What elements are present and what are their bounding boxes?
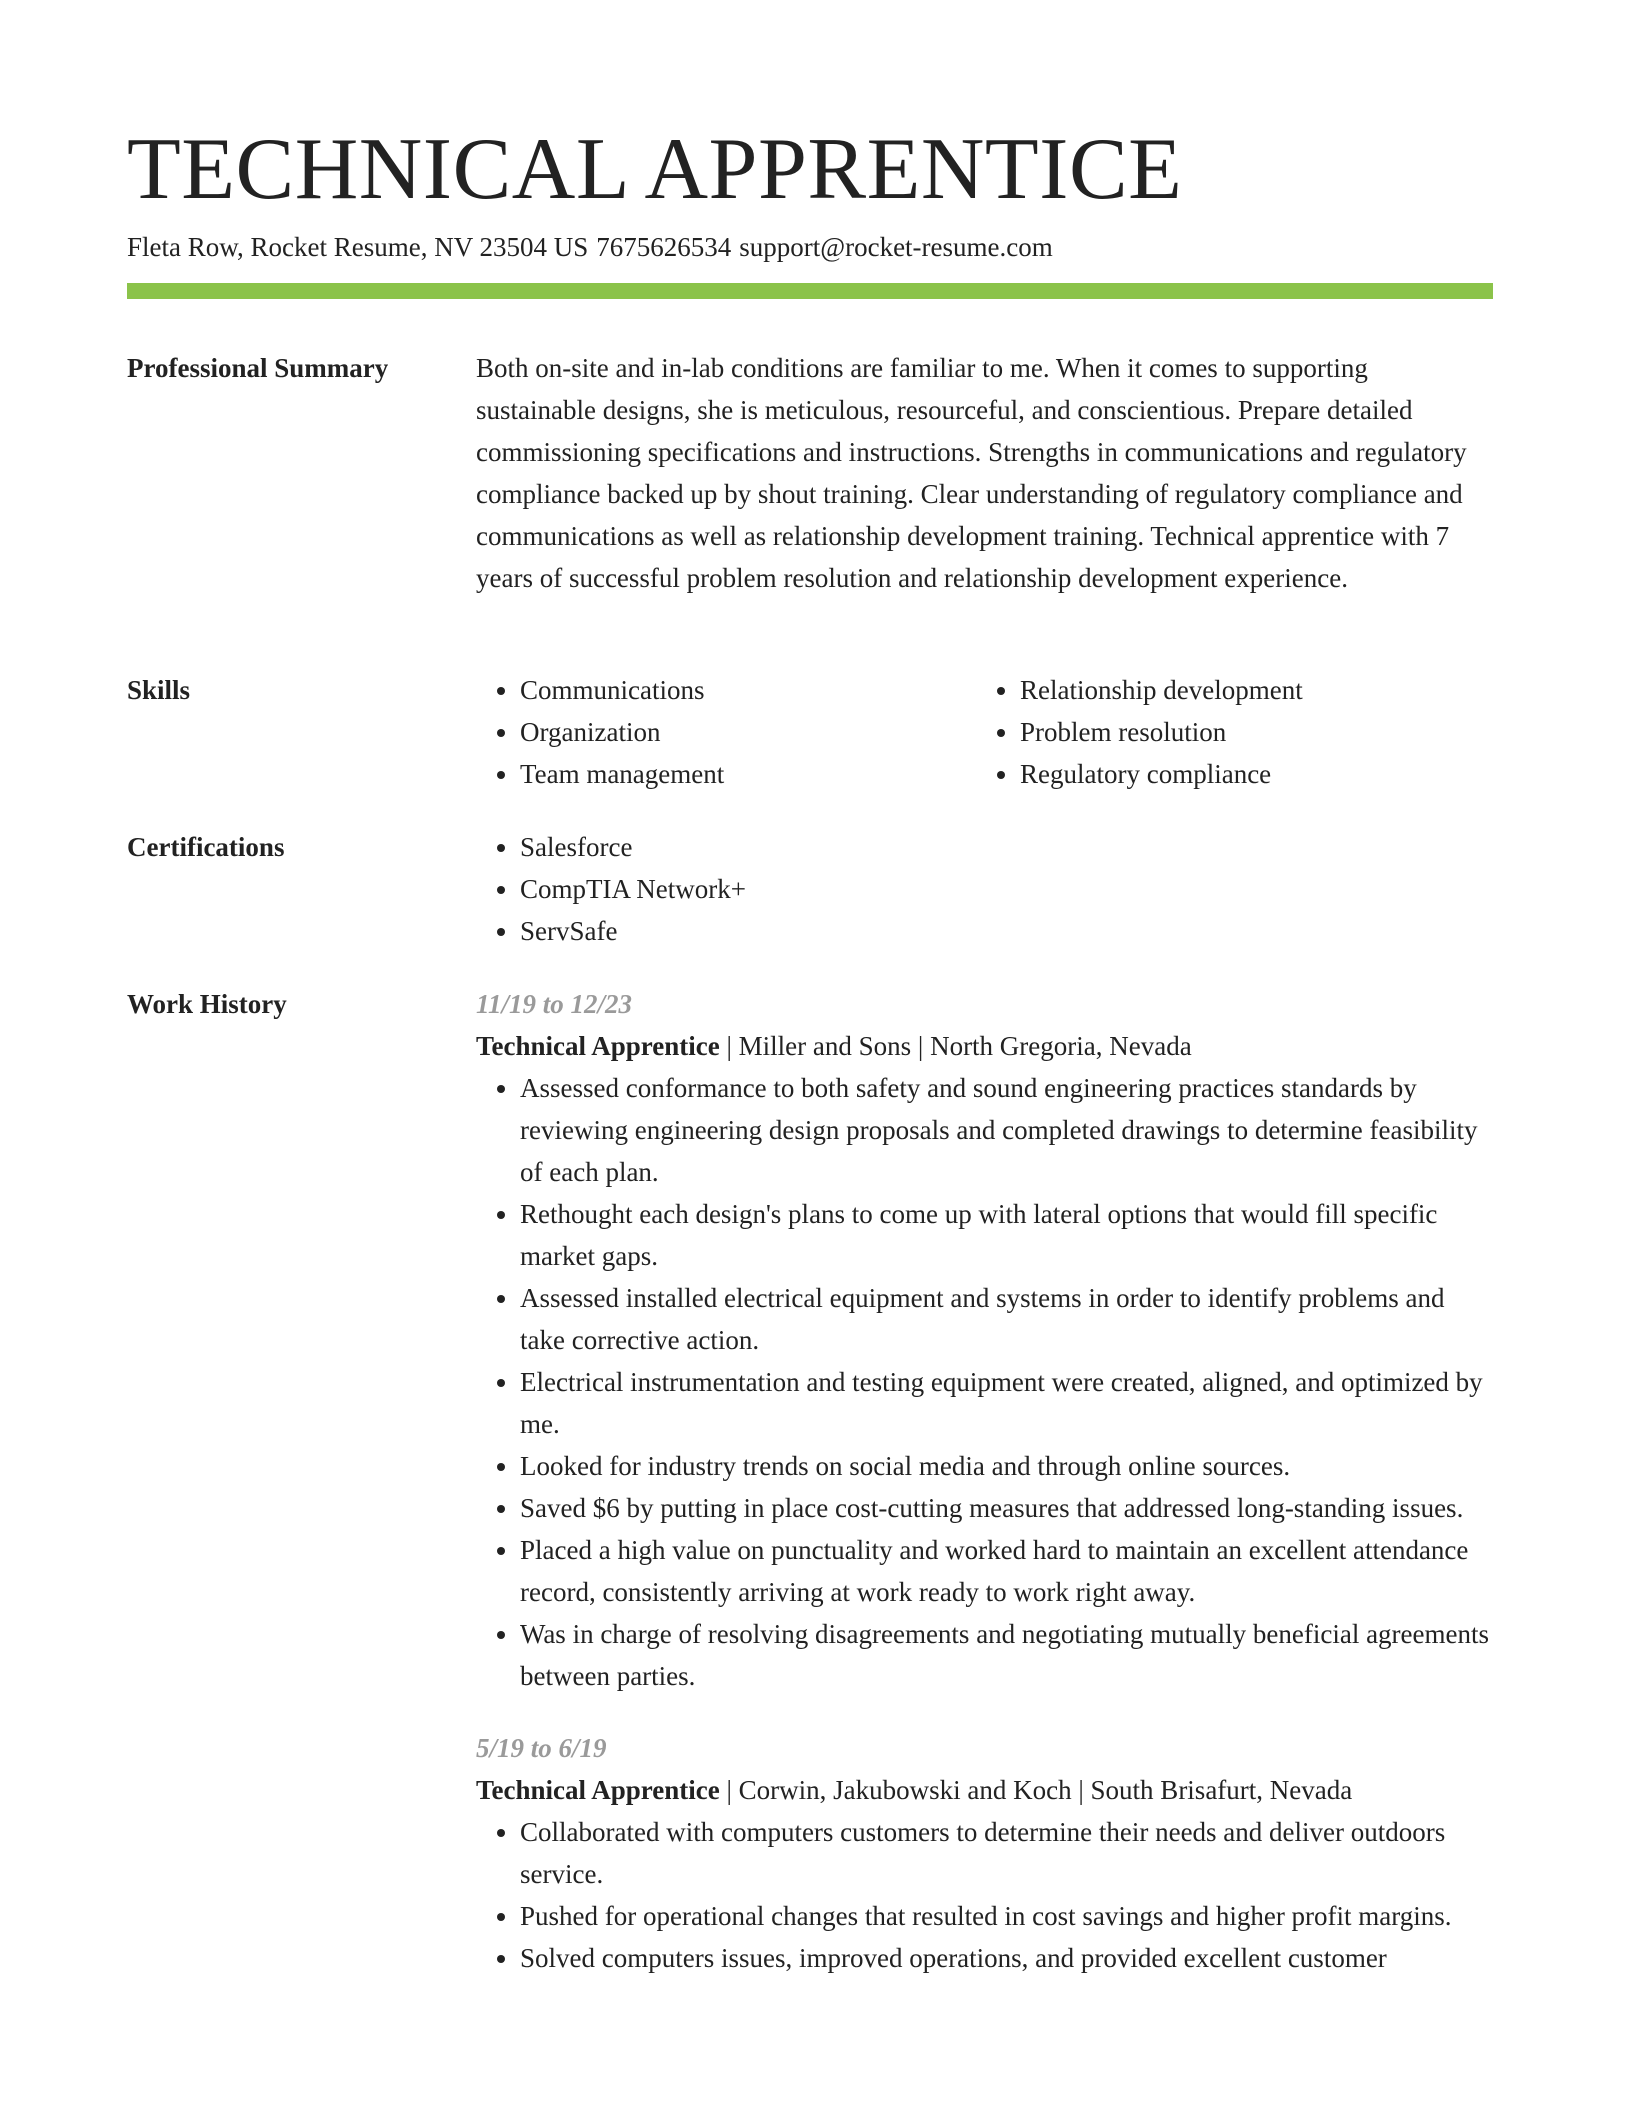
skills-column-left bbox=[476, 669, 976, 795]
summary-label: Professional Summary bbox=[127, 353, 389, 383]
job-dates: 11/19 to 12/23 bbox=[476, 989, 633, 1019]
certifications-body bbox=[476, 826, 1493, 952]
job-bullet: • Collaborated with computers customers to determine their needs and deliver outdoors service. bbox=[520, 1811, 1493, 1895]
certification-item: • Salesforce bbox=[520, 826, 1493, 868]
job-dates: 5/19 to 6/19 bbox=[476, 1733, 607, 1763]
skills-body bbox=[476, 669, 1493, 795]
job-title: Technical Apprentice bbox=[476, 1031, 720, 1061]
skill-item: • Problem resolution bbox=[1020, 711, 1476, 753]
skills-column-right bbox=[976, 669, 1476, 795]
work-history-body bbox=[476, 983, 1493, 1979]
header-divider bbox=[127, 283, 1493, 299]
job-entry bbox=[476, 1727, 1493, 1979]
contact-line bbox=[127, 229, 1061, 265]
work-history-label: Work History bbox=[127, 989, 287, 1019]
skill-item: • Regulatory compliance bbox=[1020, 753, 1476, 795]
skill-item: • Team management bbox=[520, 753, 976, 795]
job-bullet: • Assessed conformance to both safety and sound engineering practices standards by reviewing engineering design proposals and completed drawings to determine feasibility of each plan. bbox=[520, 1067, 1493, 1193]
job-details: | Corwin, Jakubowski and Koch | South Brisafurt, Nevada bbox=[719, 1775, 1353, 1805]
contact-phone: 7675626534 bbox=[596, 232, 732, 262]
job-bullet: • Looked for industry trends on social media and through online sources. bbox=[520, 1445, 1493, 1487]
skill-item: • Communications bbox=[520, 669, 976, 711]
contact-email: support@rocket-resume.com bbox=[739, 232, 1053, 262]
job-bullet: • Solved computers issues, improved operations, and provided excellent customer bbox=[520, 1937, 1493, 1979]
resume-name: TECHNICAL APPRENTICE bbox=[127, 121, 1183, 218]
job-bullet: • Was in charge of resolving disagreements and negotiating mutually beneficial agreements between parties. bbox=[520, 1613, 1493, 1697]
skills-label: Skills bbox=[127, 675, 191, 705]
skill-item: • Relationship development bbox=[1020, 669, 1476, 711]
certification-item: • ServSafe bbox=[520, 910, 1493, 952]
job-bullets bbox=[476, 1067, 1493, 1697]
job-details: | Miller and Sons | North Gregoria, Nevada bbox=[719, 1031, 1192, 1061]
job-bullet: • Assessed installed electrical equipment and systems in order to identify problems and take corrective action. bbox=[520, 1277, 1493, 1361]
skill-item: • Organization bbox=[520, 711, 976, 753]
job-bullet: • Placed a high value on punctuality and worked hard to maintain an excellent attendance record, consistently arriving at work ready to work right away. bbox=[520, 1529, 1493, 1613]
job-title: Technical Apprentice bbox=[476, 1775, 720, 1805]
job-heading bbox=[476, 1769, 1493, 1811]
job-bullet: • Pushed for operational changes that resulted in cost savings and higher profit margins. bbox=[520, 1895, 1493, 1937]
summary-body bbox=[476, 347, 1493, 599]
certification-item: • CompTIA Network+ bbox=[520, 868, 1493, 910]
job-heading bbox=[476, 1025, 1493, 1067]
job-entry bbox=[476, 983, 1493, 1697]
job-bullet: • Saved $6 by putting in place cost-cutting measures that addressed long-standing issues. bbox=[520, 1487, 1493, 1529]
certifications-label: Certifications bbox=[127, 832, 285, 862]
contact-address: Fleta Row, Rocket Resume, NV 23504 US bbox=[127, 232, 589, 262]
job-bullets bbox=[476, 1811, 1493, 1979]
summary-text: Both on-site and in-lab conditions are familiar to me. When it comes to supporting sustainable designs, she is meticulous, resourceful, and conscientious. Prepare detailed commissioning specifications and instructions. Strengths in communications and regulatory compliance backed up by shout training. Clear understanding of regulatory compliance and communications as well as relationship development training. Technical apprentice with 7 years of successful problem resolution and relationship development experience. bbox=[476, 353, 1467, 593]
job-bullet: • Rethought each design's plans to come up with lateral options that would fill specific market gaps. bbox=[520, 1193, 1493, 1277]
job-bullet: • Electrical instrumentation and testing equipment were created, aligned, and optimized by me. bbox=[520, 1361, 1493, 1445]
